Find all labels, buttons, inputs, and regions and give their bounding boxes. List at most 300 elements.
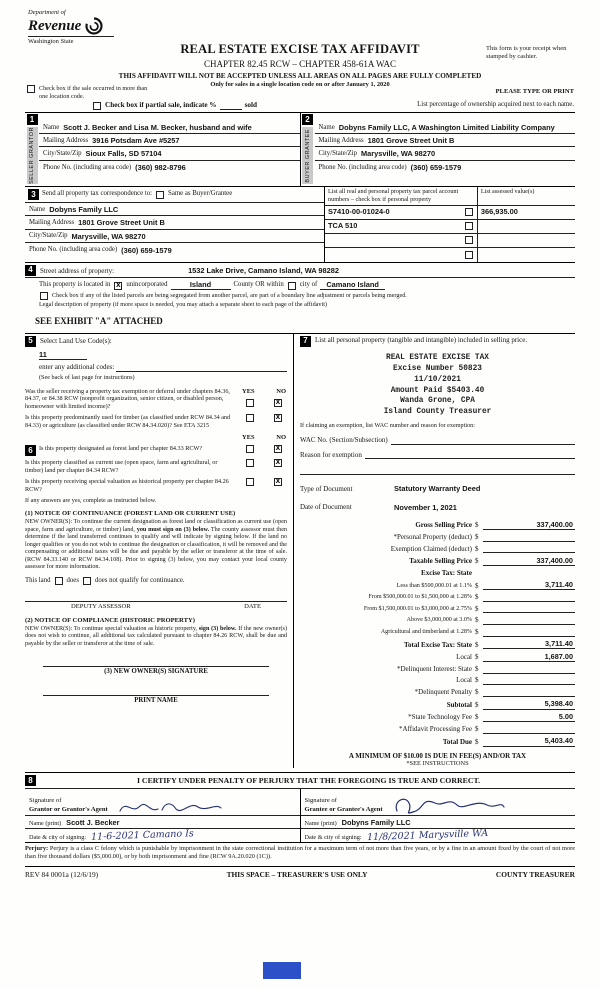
parcel-table: [325, 187, 575, 262]
label: Local: [456, 676, 472, 685]
dollar-sign: $: [475, 640, 479, 649]
buyer-name-value: Dobyns Family LLC, A Washington Limited Liability Company: [338, 122, 555, 132]
dollar-sign: $: [475, 653, 479, 662]
type-of-document-row[interactable]: [300, 484, 575, 493]
parties-section: [25, 112, 575, 187]
dollar-sign: $: [475, 604, 479, 613]
seller-phone-value: (360) 982-8796: [135, 163, 186, 173]
dollar-sign: $: [475, 627, 479, 636]
section-6-number: 6: [25, 445, 36, 456]
dollar-sign: $: [475, 676, 479, 685]
city-name-field[interactable]: Camano Island: [320, 280, 385, 290]
grantee-name-value: Dobyns Family LLC: [341, 818, 411, 828]
s6q3-no-checkbox[interactable]: X: [275, 477, 281, 485]
seller-name-value: Scott J. Becker and Lisa M. Becker, husband and wife: [63, 122, 252, 132]
s5-q1-text: Was the seller receiving a property tax exemption or deferral under chapters 84.36, 84.37, or 84.38 RCW (nonprofit organization, senior citizen, or disabled person, homeowner with limited income)?: [25, 387, 230, 411]
s6q2-yes-checkbox[interactable]: [246, 459, 254, 467]
seller-section: [25, 113, 300, 186]
stamp-excise-number: Excise Number 50823: [393, 364, 482, 373]
seller-phone-field[interactable]: [39, 161, 300, 174]
treasurer-space-label: THIS SPACE – TREASURER'S USE ONLY: [226, 870, 368, 879]
s6q1-no-checkbox[interactable]: X: [275, 445, 281, 453]
buyer-grantee-label: BUYER GRANTEE: [304, 128, 311, 183]
buyer-side: [301, 113, 315, 186]
label: From $500,000.01 to $1,500,000 at 1.28%: [368, 594, 472, 601]
legal-description-value[interactable]: SEE EXHIBIT "A" ATTACHED: [35, 315, 163, 326]
section-6-yes-no-header: [25, 434, 287, 442]
corr-address-label: Mailing Address: [29, 219, 75, 227]
seller-csz-field[interactable]: [39, 147, 300, 160]
buyer-section: [300, 113, 576, 186]
row-agricultural: [300, 628, 575, 637]
corr-phone-label: Phone No. (including area code): [29, 246, 118, 254]
type-of-document-value: Statutory Warranty Deed: [394, 484, 481, 494]
notice1-pre: NEW OWNER(S): To continue the current designation as forest land or classification as current use (open space, farm and agriculture, or timber) land,: [25, 519, 287, 533]
buyer-csz-label: City/State/Zip: [318, 150, 358, 158]
grantee-signature-label: [305, 797, 383, 814]
grantor-signature-area[interactable]: [25, 789, 300, 816]
perjury-label: Perjury:: [25, 845, 49, 853]
corr-csz-label: City/State/Zip: [29, 232, 68, 240]
corr-phone-field[interactable]: [25, 243, 324, 256]
dollar-sign: $: [475, 532, 479, 541]
only-note: Only for sales in a single location code on or after January 1, 2020: [210, 80, 390, 88]
label: *Affidavit Processing Fee: [399, 725, 472, 734]
right-column: [293, 334, 575, 769]
grantor-name-row[interactable]: [25, 816, 300, 829]
signatures-grid: [25, 788, 575, 842]
row-delinquent-penalty: [300, 688, 575, 697]
notice-compliance-title: (2) NOTICE OF COMPLIANCE (HISTORIC PROPERTY): [25, 616, 195, 624]
correspondence-intro-label: Send all property tax correspondence to:: [42, 190, 153, 198]
notice2-post: If the new owner(s) does not wish to continue, all additional tax calculated pursuant to chapter 84.26 RCW, shall be due and payable by the seller or transferor at the time of sale.: [25, 625, 287, 647]
row-state-technology-fee: [300, 712, 575, 722]
buyer-grantee-band: [302, 127, 313, 184]
dollar-sign: $: [475, 737, 479, 746]
buyer-phone-label: Phone No. (including area code): [318, 164, 407, 172]
section-4: [25, 263, 575, 334]
logo-state-text: Washington State: [28, 36, 114, 46]
grantee-date-city-handwriting: 11/8/2021 Marysville WA: [366, 828, 488, 844]
see-instructions-note: *SEE INSTRUCTIONS: [406, 760, 469, 768]
yes-label: YES: [242, 434, 255, 442]
s6-q3-text: Is this property receiving special valuation as historical property per chapter 84.26 RCW?: [25, 477, 229, 493]
dollar-sign: $: [475, 688, 479, 697]
parcel-row: [325, 248, 575, 262]
buyer-csz-value: Marysville, WA 98270: [361, 149, 436, 159]
row-exemption-claimed: [300, 544, 575, 553]
corr-phone-value: (360) 659-1579: [121, 245, 172, 255]
buyer-address-field[interactable]: [315, 134, 576, 147]
segregated-checkbox[interactable]: [40, 292, 48, 300]
buyer-address-label: Mailing Address: [318, 136, 364, 144]
section-7-header: [300, 336, 575, 347]
partial-sale-row: [92, 101, 257, 110]
seller-address-label: Mailing Address: [43, 136, 89, 144]
grantor-signature-label: [29, 797, 108, 814]
dollar-sign: $: [475, 725, 479, 734]
street-address-label: Street address of property:: [40, 266, 115, 275]
label: Total Excise Tax: State: [404, 640, 472, 649]
taxable-selling-price-value[interactable]: 337,400.00: [483, 556, 575, 566]
receipt-note: This form is your receipt when stamped by cashier.: [486, 45, 567, 61]
row-total-excise-state: [300, 639, 575, 649]
form-header: [0, 0, 600, 112]
parcel-id-cell[interactable]: [325, 234, 478, 247]
label: *State Technology Fee: [408, 713, 472, 722]
land-use-title: Select Land Use Code(s):: [40, 336, 112, 345]
middle-columns: [25, 334, 575, 769]
multi-location-checkbox[interactable]: [27, 85, 35, 93]
section-8: [25, 772, 575, 842]
date-of-document-value: November 1, 2021: [394, 502, 457, 512]
personal-property-checkbox[interactable]: [465, 251, 473, 259]
rate-1-28-value[interactable]: [483, 593, 575, 602]
ownership-note: List percentage of ownership acquired next to each name.: [417, 101, 574, 108]
segregated-label: Check box if any of the listed parcels are being segregated from another parcel, are part of a boundary line adjustment or parcels being merged.: [52, 291, 407, 299]
row-total-due: [300, 736, 575, 746]
print-name-line[interactable]: PRINT NAME: [43, 695, 269, 705]
label: From $1,500,000.01 to $3,000,000 at 2.75%: [363, 605, 472, 612]
no-label: NO: [276, 434, 286, 442]
row-affidavit-processing-fee: [300, 725, 575, 734]
does-label: does: [66, 576, 79, 584]
affidavit-processing-fee-value[interactable]: [483, 725, 575, 734]
form-title: REAL ESTATE EXCISE TAX AFFIDAVIT: [180, 42, 420, 56]
rate-3-0-value[interactable]: [483, 616, 575, 625]
grantee-agent-label: Grantee or Grantee's Agent: [304, 805, 383, 813]
total-excise-state-value[interactable]: 3,711.40: [483, 639, 575, 649]
section-4-number: 4: [25, 265, 36, 276]
label: Less than $500,000.01 at 1.1%: [396, 582, 472, 589]
does-not-label: does not qualify for continuance.: [94, 576, 185, 584]
s5-question-2: [25, 414, 287, 430]
date-city-label: Date & city of signing:: [29, 833, 87, 841]
spacer: [483, 569, 575, 578]
assessed-value-cell[interactable]: [478, 234, 575, 247]
dollar-sign: $: [475, 713, 479, 722]
row-personal-property-deduct: [300, 533, 575, 542]
signature-of-label: Signature of: [304, 797, 337, 805]
yes-label: YES: [242, 387, 255, 395]
dor-logo: [28, 9, 148, 46]
stamp-amount-paid: Amount Paid $5403.40: [390, 386, 485, 395]
exemption-claimed-value[interactable]: [483, 544, 575, 553]
deputy-assessor-line[interactable]: [25, 601, 287, 611]
partial-sale-checkbox[interactable]: [93, 102, 101, 110]
label: *Delinquent Penalty: [414, 688, 472, 697]
corr-name-field[interactable]: [25, 203, 324, 216]
corr-address-field[interactable]: [25, 216, 324, 229]
corr-name-label: Name: [29, 205, 46, 213]
section-3: [25, 187, 575, 263]
reason-label: Reason for exemption: [300, 450, 362, 459]
tax-correspondence-block: [25, 187, 325, 262]
corr-csz-field[interactable]: [25, 230, 324, 243]
please-type-note: PLEASE TYPE OR PRINT: [495, 88, 574, 95]
minimum-due-note: A MINIMUM OF $10.00 IS DUE IN FEE(S) AND/OR TAX: [348, 751, 527, 760]
name-print-label: Name (print): [29, 819, 62, 827]
local-tax-value[interactable]: 1,687.00: [483, 652, 575, 662]
stamp-date: 11/10/2021: [414, 375, 461, 384]
subtotal-value[interactable]: 5,398.40: [483, 699, 575, 709]
row-subtotal: [300, 699, 575, 709]
excise-tax-calculation: [300, 520, 575, 747]
label: Total Due: [442, 737, 472, 746]
grantee-signature-area[interactable]: [301, 789, 576, 816]
grantor-date-city-handwriting: 11-6-2021 Camano Is: [90, 828, 195, 844]
label: Local: [456, 653, 472, 662]
row-gross-selling-price: [300, 520, 575, 530]
date-of-document-label: Date of Document: [300, 503, 352, 512]
row-taxable-selling-price: [300, 556, 575, 566]
label: *Delinquent Interest: State: [396, 664, 472, 673]
same-as-buyer-checkbox[interactable]: [156, 191, 164, 199]
row-rate-3-0: [300, 616, 575, 625]
deputy-assessor-label: DEPUTY ASSESSOR: [71, 603, 131, 611]
notice-continuance-body: [25, 519, 287, 572]
assessed-value-cell[interactable]: [478, 248, 575, 262]
label: Subtotal: [446, 700, 472, 709]
agricultural-value[interactable]: [483, 628, 575, 637]
land-qualify-row: [25, 577, 287, 585]
s5q2-no-checkbox[interactable]: X: [275, 413, 281, 421]
label: Gross Selling Price: [415, 521, 472, 530]
notice-compliance-body: [25, 626, 287, 649]
parcel-id-cell[interactable]: [325, 206, 478, 219]
multi-location-label: Check box if the sale occurred in more than one location code.: [39, 85, 148, 100]
personal-property-checkbox[interactable]: [465, 222, 473, 230]
perjury-text: Perjury is a class C felony which is punishable by imprisonment in the state correctional institution for a maximum term of not more than five years, or by a fine in an amount fixed by the court of not more than five thousand dollars ($5,000.00), or by both imprisonment and fine (RCW 9A.20.020 (1C)).: [25, 845, 575, 861]
assessed-value: 366,935.00: [480, 207, 518, 217]
section-1-number: 1: [27, 114, 38, 125]
reason-row: [300, 451, 575, 460]
delinquent-interest-state-value[interactable]: [483, 665, 575, 674]
city-checkbox[interactable]: [288, 282, 296, 290]
seller-side: [25, 113, 39, 186]
reason-field-line2[interactable]: [300, 466, 575, 475]
warning-line: THIS AFFIDAVIT WILL NOT BE ACCEPTED UNLESS ALL AREAS ON ALL PAGES ARE FULLY COMPLETED: [118, 71, 482, 80]
dollar-sign: $: [475, 593, 479, 602]
row-delinquent-interest-state: [300, 665, 575, 674]
s6-question-3: [25, 478, 287, 494]
label: Above $3,000,000 at 3.0%: [406, 617, 472, 624]
does-not-checkbox[interactable]: [83, 577, 91, 585]
parcel-numbers-header: List all real and personal property tax parcel account numbers – check box if personal property: [325, 187, 478, 205]
notice1-bold: you must sign on (3) below.: [136, 526, 210, 533]
street-address-value: 1532 Lake Drive, Camano Island, WA 98282: [188, 266, 339, 276]
form-footer: [25, 866, 575, 879]
s5q1-yes-checkbox[interactable]: [246, 399, 254, 407]
grantor-column: [25, 789, 300, 842]
wac-no-label: WAC No. (Section/Subsection): [300, 435, 388, 444]
logo-revenue-text: Revenue: [28, 17, 82, 34]
notice2-pre: NEW OWNER(S): To continue special valuation as historic property,: [25, 625, 199, 632]
row-rate-1-28: [300, 593, 575, 602]
section-7-number: 7: [300, 336, 311, 347]
reason-field[interactable]: [365, 451, 575, 459]
county-or-label: County OR within: [233, 281, 284, 289]
dollar-sign: $: [475, 521, 479, 530]
corr-name-value: Dobyns Family LLC: [49, 205, 119, 215]
buyer-name-label: Name: [318, 123, 335, 131]
personal-property-checkbox[interactable]: [465, 236, 473, 244]
delinquent-penalty-value[interactable]: [483, 688, 575, 697]
parcel-row: [325, 220, 575, 234]
section-2-number: 2: [302, 114, 313, 125]
seller-csz-label: City/State/Zip: [43, 150, 82, 158]
parcel-id-value: S7410-00-01024-0: [328, 207, 390, 217]
delinquent-interest-local-value[interactable]: [483, 676, 575, 685]
buyer-fields: [315, 113, 576, 186]
left-column: [25, 334, 293, 769]
dollar-sign: $: [475, 557, 479, 566]
stamp-treasurer-name: Wanda Grone, CPA: [400, 397, 475, 406]
grantor-name-value: Scott J. Becker: [66, 818, 120, 828]
row-rate-1-1: [300, 580, 575, 590]
s6q1-yes-checkbox[interactable]: [246, 445, 254, 453]
s6q2-no-checkbox[interactable]: X: [275, 459, 281, 467]
street-address-row[interactable]: [25, 263, 575, 278]
s6-q2-text: Is this property classified as current use (open space, farm and agricultural, or timber) land per chapter 84.34 RCW?: [25, 459, 218, 475]
land-pre-label: This land: [25, 576, 51, 584]
new-owner-signature-line[interactable]: (3) NEW OWNER(S) SIGNATURE: [43, 666, 269, 676]
total-due-value[interactable]: 5,403.40: [483, 736, 575, 746]
segregated-row: [25, 291, 575, 300]
section-5-number: 5: [25, 336, 36, 347]
partial-sale-label: Check box if partial sale, indicate %: [105, 101, 217, 109]
notice-continuance-title: (1) NOTICE OF CONTINUANCE (FOREST LAND OR CURRENT USE): [25, 510, 236, 518]
parcel-table-header: [325, 187, 575, 206]
dollar-sign: $: [475, 700, 479, 709]
exemption-intro: If claiming an exemption, list WAC number and reason for exemption:: [300, 422, 475, 430]
grantor-date-city-row[interactable]: [25, 829, 300, 842]
assessed-value-cell[interactable]: [478, 206, 575, 219]
label: Agricultural and timberland at 1.28%: [380, 629, 472, 636]
buyer-address-value: 1801 Grove Street Unit B: [367, 136, 455, 145]
buyer-csz-field[interactable]: [315, 147, 576, 160]
personal-property-checkbox[interactable]: [465, 208, 473, 216]
seller-phone-label: Phone No. (including area code): [43, 164, 132, 172]
name-print-label: Name (print): [304, 819, 337, 827]
parcel-id-cell[interactable]: [325, 248, 478, 262]
parcel-id-cell[interactable]: [325, 220, 478, 233]
buyer-phone-value: (360) 659-1579: [410, 163, 462, 173]
seller-fields: [39, 113, 300, 186]
seller-csz-value: Sioux Falls, SD 57104: [85, 149, 162, 159]
same-as-buyer-label: Same as Buyer/Grantee: [168, 190, 233, 198]
gross-selling-price-value[interactable]: 337,400.00: [483, 520, 575, 530]
correspondence-intro: [25, 187, 324, 203]
section-5-header: [25, 336, 287, 347]
buyer-phone-field[interactable]: [315, 161, 576, 174]
s6q3-yes-checkbox[interactable]: [246, 478, 254, 486]
no-label: NO: [276, 387, 286, 395]
additional-codes-field[interactable]: [116, 364, 287, 372]
grantee-column: [300, 789, 576, 842]
unincorporated-label: unincorporated: [126, 281, 168, 289]
land-use-code-field[interactable]: 11: [39, 350, 87, 360]
date-of-document-row[interactable]: [300, 503, 575, 512]
dollar-sign: $: [475, 616, 479, 625]
chapter-line: CHAPTER 82.45 RCW – CHAPTER 458-61A WAC: [204, 58, 396, 69]
certify-row: [25, 773, 575, 788]
land-use-code-row: [25, 347, 287, 360]
does-checkbox[interactable]: [55, 577, 63, 585]
grantee-date-city-row[interactable]: [301, 829, 576, 842]
grantee-signature-scribble: [391, 793, 507, 817]
corr-address-value: 1801 Grove Street Unit B: [78, 218, 165, 228]
s5-q2-text: Is this property predominantly used for timber (as classified under RCW 84.34 and 84.33) or agriculture (as classified under RCW 84.34.020)? See ETA 3215: [25, 413, 231, 429]
perjury-notice: [25, 842, 575, 861]
seller-grantor-band: [27, 127, 38, 184]
seller-name-field[interactable]: [39, 113, 300, 134]
buyer-name-field[interactable]: [315, 113, 576, 134]
s5q2-yes-checkbox[interactable]: [246, 414, 254, 422]
date-city-label: Date & city of signing:: [304, 833, 362, 841]
county-name-field[interactable]: Island: [171, 280, 231, 290]
property-located-row: [25, 278, 575, 291]
excise-tax-state-label: Excise Tax: State: [421, 568, 472, 577]
assessed-value-cell[interactable]: [478, 220, 575, 233]
label: Exemption Claimed (deduct): [390, 544, 472, 553]
rate-2-75-value[interactable]: [483, 604, 575, 613]
additional-codes-label: enter any additional codes:: [39, 363, 115, 372]
located-label: This property is located in: [39, 281, 111, 289]
wac-no-row: [300, 436, 575, 445]
s6-question-1: [25, 445, 287, 456]
s5q1-no-checkbox[interactable]: X: [275, 398, 281, 406]
stamp-title: REAL ESTATE EXCISE TAX: [386, 353, 489, 362]
multi-location-row: [26, 85, 148, 101]
rate-1-1-value[interactable]: 3,711.40: [483, 580, 575, 590]
partial-percent-field[interactable]: [220, 102, 242, 110]
signature-of-label: Signature of: [29, 797, 62, 805]
partial-sale-sold-label: sold: [244, 101, 257, 109]
s6-q1-text: Is this property designated as forest land per chapter 84.33 RCW?: [39, 445, 203, 453]
seller-address-value: 3916 Potsdam Ave #5257: [92, 136, 180, 145]
seller-address-field[interactable]: [39, 134, 300, 147]
wac-no-field[interactable]: [391, 437, 575, 445]
notice2-bold: sign (3) below.: [198, 625, 237, 632]
date-label: DATE: [244, 603, 261, 611]
dollar-sign: $: [475, 664, 479, 673]
corr-csz-value: Marysville, WA 98270: [71, 231, 146, 241]
type-of-document-label: Type of Document: [300, 484, 353, 493]
rev-number: REV 84 0001a (12/6/19): [25, 870, 99, 879]
state-technology-fee-value[interactable]: 5.00: [483, 712, 575, 722]
revenue-swirl-icon: [84, 16, 104, 36]
assessed-values-header: List assessed value(s): [480, 188, 535, 196]
parcel-id-value: TCA 510: [328, 221, 358, 231]
row-rate-2-75: [300, 604, 575, 613]
stamp-county: Island County Treasurer: [383, 408, 492, 417]
grantor-signature-scribble: [116, 797, 224, 817]
section-8-number: 8: [25, 775, 36, 786]
treasurer-blue-stamp-mark: [263, 962, 301, 979]
s5-q2-answers: [241, 414, 287, 430]
grantee-name-row[interactable]: [301, 816, 576, 829]
row-local: [300, 652, 575, 662]
personal-property-deduct-value[interactable]: [483, 533, 575, 542]
row-excise-tax-state-header: [300, 569, 575, 578]
dollar-sign: $: [475, 544, 479, 553]
county-treasurer-label: COUNTY TREASURER: [495, 870, 575, 879]
instructions-note: (See back of last page for instructions): [39, 373, 135, 381]
parcel-row: [325, 206, 575, 220]
parcel-row: [325, 234, 575, 248]
unincorporated-checkbox[interactable]: X: [116, 281, 121, 289]
